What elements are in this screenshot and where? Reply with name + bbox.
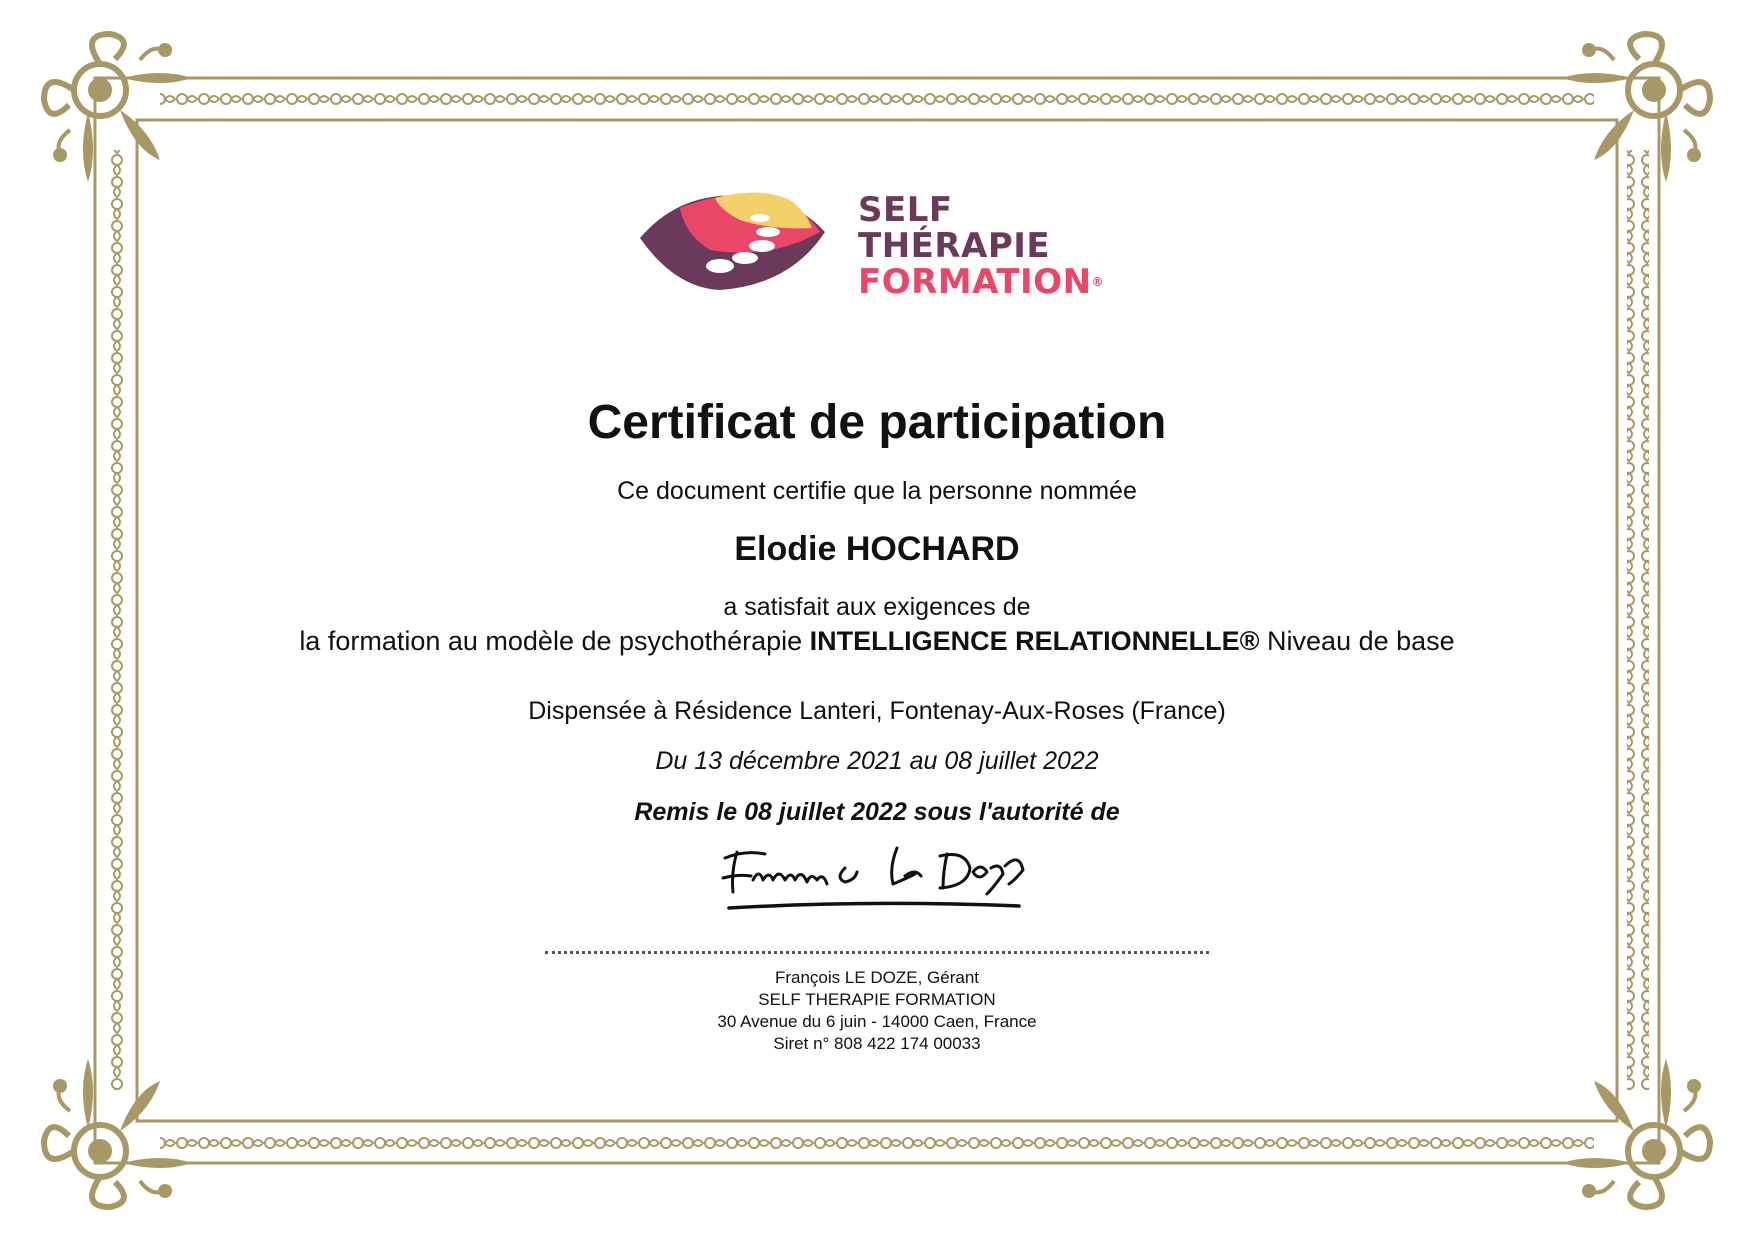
handwritten-signature [715, 838, 1035, 928]
training-description [0, 626, 1754, 657]
training-dates: Du 13 décembre 2021 au 08 juillet 2022 [655, 747, 1099, 775]
training-level: Niveau de base [1267, 626, 1455, 656]
logo-formation-text: FORMATION [858, 262, 1092, 302]
training-prefix: la formation au modèle de psychothérapie [299, 626, 803, 656]
signature-line [545, 951, 1209, 954]
training-name: INTELLIGENCE RELATIONNELLE® [809, 626, 1260, 656]
company-logo [640, 190, 1120, 310]
logo-wordmark [858, 192, 1104, 300]
recipient-name: Elodie HOCHARD [734, 530, 1020, 568]
training-location: Dispensée à Résidence Lanteri, Fontenay-Aux-Roses (France) [528, 697, 1226, 725]
logo-registered-mark: ® [1091, 275, 1105, 289]
logo-line-formation [858, 264, 1104, 300]
logo-eye-icon [640, 190, 830, 300]
signatory-address: 30 Avenue du 6 juin - 14000 Caen, France [717, 1012, 1037, 1031]
logo-line-self: SELF [858, 190, 953, 230]
issued-statement: Remis le 08 juillet 2022 sous l'autorité de [634, 798, 1120, 826]
certificate-title: Certificat de participation [587, 396, 1167, 449]
signatory-name: François LE DOZE, Gérant [774, 968, 980, 987]
signatory-siret: Siret n° 808 422 174 00033 [773, 1034, 981, 1053]
requirement-text: a satisfait aux exigences de [723, 593, 1031, 621]
certificate-intro: Ce document certifie que la personne nommée [617, 477, 1137, 505]
logo-line-therapie: THÉRAPIE [858, 226, 1051, 266]
signatory-company: SELF THERAPIE FORMATION [758, 990, 996, 1009]
